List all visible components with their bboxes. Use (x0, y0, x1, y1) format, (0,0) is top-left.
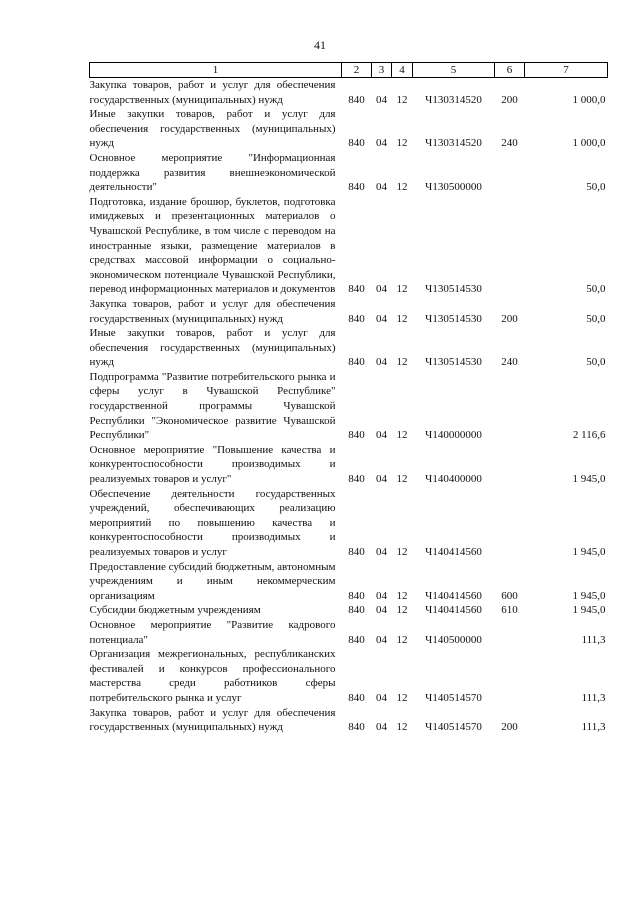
row-expense-type (495, 370, 525, 443)
row-section-code: 04 (376, 589, 387, 602)
row-name: Основное мероприятие "Повышение качества и конкурентоспособности производимых и реализуемых товаров и услуг" (89, 443, 336, 486)
row-expense-type (495, 647, 525, 705)
row-amount: 1 000,0 (572, 93, 606, 106)
table-row (90, 647, 608, 705)
row-target-code: Ч140414560 (425, 604, 482, 617)
row-target-code: Ч140500000 (425, 633, 482, 646)
row-target-code: Ч130514530 (425, 356, 482, 369)
row-section-code: 04 (376, 181, 387, 194)
row-target-code: Ч140514570 (425, 691, 482, 704)
row-section-code: 04 (376, 633, 387, 646)
table-row (90, 560, 608, 604)
table-row (90, 487, 608, 560)
row-amount: 50,0 (586, 283, 606, 296)
row-amount: 50,0 (586, 312, 606, 325)
table-row (90, 326, 608, 370)
row-section-code: 04 (376, 283, 387, 296)
row-amount: 50,0 (586, 181, 606, 194)
row-name: Основное мероприятие "Развитие кадрового потенциала" (89, 618, 336, 646)
row-amount: 1 945,0 (572, 546, 606, 558)
table-row (90, 603, 608, 618)
table-row (90, 151, 608, 195)
row-subsection-code: 12 (396, 429, 408, 442)
row-expense-type: 200 (501, 312, 518, 325)
row-ministry-code: 840 (348, 356, 365, 369)
row-section-code: 04 (376, 691, 387, 704)
row-section-code: 04 (376, 312, 387, 325)
row-expense-type (495, 151, 525, 195)
row-subsection-code: 12 (396, 137, 408, 150)
header-col-6: 6 (495, 63, 525, 78)
budget-table (89, 62, 608, 735)
row-expense-type: 240 (501, 356, 518, 369)
row-amount: 1 945,0 (572, 473, 606, 486)
row-ministry-code: 840 (348, 181, 365, 194)
table-row (90, 443, 608, 487)
row-target-code: Ч130500000 (425, 181, 482, 194)
table-row (90, 297, 608, 326)
row-name: Закупка товаров, работ и услуг для обеспечения государственных (муниципальных) нужд (89, 297, 336, 325)
row-target-code: Ч140400000 (425, 473, 482, 486)
row-expense-type (495, 618, 525, 647)
row-subsection-code: 12 (396, 633, 408, 646)
row-name: Обеспечение деятельности государственных учреждений, обеспечивающих реализацию мероприятий по повышению качества и конкурентоспособности производимых и реализуемых товаров и услуг (89, 487, 336, 558)
table-row (90, 618, 608, 647)
row-expense-type: 610 (501, 604, 518, 617)
row-section-code: 04 (376, 721, 387, 734)
row-ministry-code: 840 (348, 137, 365, 150)
row-section-code: 04 (376, 604, 387, 617)
row-amount: 1 945,0 (572, 589, 606, 602)
row-amount: 1 945,0 (572, 604, 606, 617)
row-target-code: Ч130314520 (425, 93, 482, 106)
row-subsection-code: 12 (396, 181, 408, 194)
header-col-1: 1 (90, 63, 342, 78)
row-section-code: 04 (376, 137, 387, 150)
row-target-code: Ч140414560 (425, 589, 482, 602)
table-body (90, 78, 608, 735)
table-row (90, 370, 608, 443)
row-expense-type (495, 443, 525, 487)
row-name: Основное мероприятие "Информационная поддержка развития внешнеэкономической деятельности" (89, 151, 336, 194)
row-ministry-code: 840 (348, 604, 365, 617)
row-section-code: 04 (376, 546, 387, 558)
row-section-code: 04 (376, 93, 387, 106)
row-ministry-code: 840 (348, 312, 365, 325)
row-expense-type: 600 (501, 589, 518, 602)
row-ministry-code: 840 (348, 429, 365, 442)
row-target-code: Ч130514530 (425, 312, 482, 325)
row-amount: 50,0 (586, 356, 606, 369)
table-row (90, 78, 608, 108)
row-subsection-code: 12 (396, 589, 408, 602)
row-name: Иные закупки товаров, работ и услуг для обеспечения государственных (муниципальных) нужд (89, 108, 336, 150)
row-expense-type (495, 487, 525, 560)
row-name: Субсидии бюджетным учреждениям (89, 604, 261, 617)
row-expense-type: 240 (501, 137, 518, 150)
table-header-row (90, 63, 608, 78)
row-section-code: 04 (376, 356, 387, 369)
row-target-code: Ч130514530 (425, 283, 482, 296)
row-target-code: Ч140000000 (425, 429, 482, 442)
row-name: Закупка товаров, работ и услуг для обеспечения государственных (муниципальных) нужд (89, 79, 336, 106)
row-target-code: Ч140414560 (425, 546, 482, 558)
row-amount: 111,3 (581, 633, 606, 646)
row-subsection-code: 12 (396, 93, 408, 106)
row-expense-type: 200 (501, 721, 518, 734)
row-ministry-code: 840 (348, 473, 365, 486)
row-amount: 111,3 (581, 691, 606, 704)
row-name: Иные закупки товаров, работ и услуг для обеспечения государственных (муниципальных) нужд (89, 327, 336, 369)
page-number: 41 (314, 38, 326, 52)
table-row (90, 706, 608, 735)
row-name: Организация межрегиональных, республиканских фестивалей и конкурсов профессионального мастерства среди работников сферы потребительского рынка и услуг (89, 648, 336, 704)
row-subsection-code: 12 (396, 312, 408, 325)
row-ministry-code: 840 (348, 93, 365, 106)
row-ministry-code: 840 (348, 283, 365, 296)
row-subsection-code: 12 (396, 691, 408, 704)
row-ministry-code: 840 (348, 589, 365, 602)
row-amount: 111,3 (581, 721, 606, 734)
row-subsection-code: 12 (396, 473, 408, 486)
row-ministry-code: 840 (348, 546, 365, 558)
row-name: Подпрограмма "Развитие потребительского рынка и сферы услуг в Чувашской Республике" государственной программы Чувашской Республики "Экономическое развитие Чувашской Республики" (89, 370, 336, 442)
row-amount: 1 000,0 (572, 137, 606, 150)
header-col-7: 7 (525, 63, 608, 78)
table-row (90, 107, 608, 151)
row-name: Подготовка, издание брошюр, буклетов, подготовка имиджевых и презентационных материалов о Чувашской Республике, в том числе с переводом на иностранные языки, размещение материалов в средствах массовой информации о социально-экономическом потенциале Чувашской Республики, перевод информационных материалов и документов (89, 195, 336, 296)
header-col-3: 3 (372, 63, 392, 78)
row-expense-type (495, 195, 525, 297)
header-col-5: 5 (413, 63, 495, 78)
row-section-code: 04 (376, 473, 387, 486)
row-ministry-code: 840 (348, 721, 365, 734)
header-col-2: 2 (342, 63, 372, 78)
row-name: Предоставление субсидий бюджетным, автономным учреждениям и иным некоммерческим организациям (89, 560, 336, 602)
header-col-4: 4 (392, 63, 413, 78)
row-ministry-code: 840 (348, 691, 365, 704)
row-subsection-code: 12 (396, 283, 408, 296)
row-expense-type: 200 (501, 93, 518, 106)
row-subsection-code: 12 (396, 546, 408, 558)
row-section-code: 04 (376, 429, 387, 442)
row-subsection-code: 12 (396, 356, 408, 369)
row-subsection-code: 12 (396, 721, 408, 734)
table-row (90, 195, 608, 297)
row-target-code: Ч140514570 (425, 721, 482, 734)
row-amount: 2 116,6 (572, 429, 606, 442)
row-name: Закупка товаров, работ и услуг для обеспечения государственных (муниципальных) нужд (89, 706, 336, 734)
row-subsection-code: 12 (396, 604, 408, 617)
row-ministry-code: 840 (348, 633, 365, 646)
row-target-code: Ч130314520 (425, 137, 482, 150)
